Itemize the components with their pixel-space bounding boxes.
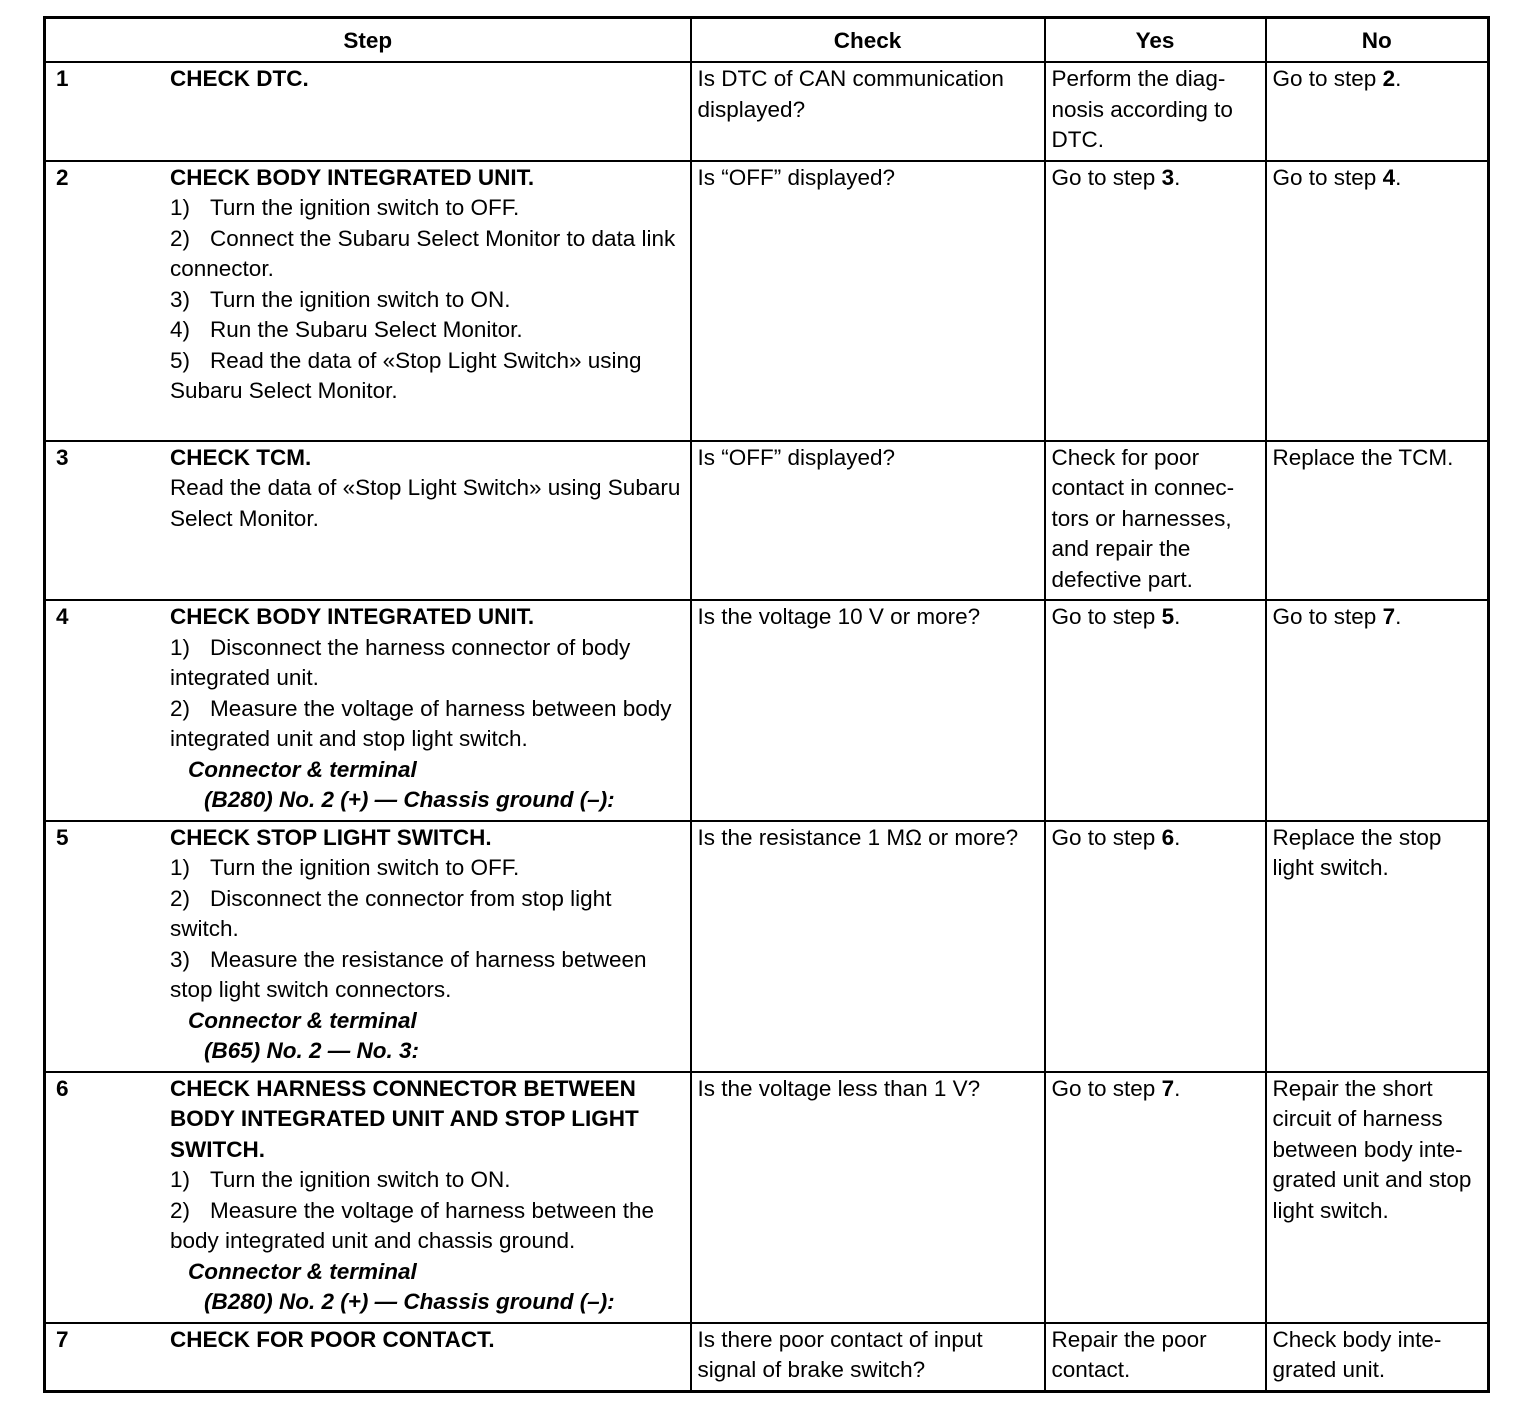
substep-index: 3) bbox=[170, 286, 191, 312]
no-cell-step-ref: 7 bbox=[1382, 604, 1396, 629]
no-cell-text: Replace the TCM. bbox=[1272, 444, 1454, 470]
step-substep bbox=[170, 945, 684, 1006]
yes-cell-punct: . bbox=[1174, 164, 1181, 190]
yes-cell-step-ref: 6 bbox=[1161, 824, 1175, 850]
no-cell-step-ref: 2 bbox=[1382, 66, 1396, 91]
step-body bbox=[170, 64, 684, 95]
no-cell-step-ref: 4 bbox=[1382, 164, 1396, 190]
step-substep bbox=[170, 1165, 684, 1196]
no-cell bbox=[1266, 161, 1489, 441]
substep-index: 4) bbox=[170, 317, 191, 342]
yes-cell-punct: . bbox=[1174, 1075, 1181, 1101]
connector-terminal: (B280) No. 2 (+) — Chassis ground (–): bbox=[204, 1289, 615, 1314]
substep-text: Turn the ignition switch to ON. bbox=[210, 1167, 511, 1192]
table-row bbox=[45, 1072, 1489, 1323]
yes-cell-step-ref: 5 bbox=[1161, 604, 1175, 629]
check-cell: Is DTC of CAN communication displayed? bbox=[691, 62, 1045, 161]
substep-index: 3) bbox=[170, 946, 191, 972]
yes-cell-punct: . bbox=[1174, 604, 1181, 629]
no-cell-punct: . bbox=[1395, 604, 1402, 629]
table-row bbox=[45, 62, 1489, 161]
connector-label: Connector & terminal bbox=[188, 1007, 417, 1033]
step-substep bbox=[170, 285, 684, 316]
step-number: 6 bbox=[56, 1075, 69, 1101]
header-no: No bbox=[1266, 18, 1489, 63]
step-substep bbox=[170, 853, 684, 884]
no-cell bbox=[1266, 1323, 1489, 1392]
step-substep bbox=[170, 193, 684, 224]
substep-text: Turn the ignition switch to ON. bbox=[210, 286, 511, 312]
step-substep bbox=[170, 1196, 684, 1257]
yes-cell-step-ref: 7 bbox=[1161, 1075, 1175, 1101]
yes-cell-text: Go to step bbox=[1051, 604, 1162, 629]
yes-cell-text: Go to step bbox=[1051, 164, 1162, 190]
substep-index: 2) bbox=[170, 885, 191, 911]
step-title: CHECK DTC. bbox=[170, 66, 309, 91]
substep-text: Read the data of «Stop Light Switch» using Subaru Select Monitor. bbox=[170, 347, 642, 403]
yes-cell-text: Repair the poor contact. bbox=[1051, 1326, 1207, 1382]
step-body bbox=[170, 443, 684, 535]
yes-cell bbox=[1045, 62, 1266, 161]
table-row bbox=[45, 1323, 1489, 1392]
header-yes: Yes bbox=[1045, 18, 1266, 63]
yes-cell-step-ref: 3 bbox=[1161, 164, 1175, 190]
yes-cell-text: Check for poor contact in connec-tors or harnesses, and repair the defective part. bbox=[1051, 444, 1235, 592]
substep-index: 1) bbox=[170, 855, 191, 880]
step-title: CHECK BODY INTEGRATED UNIT. bbox=[170, 604, 535, 629]
step-cell bbox=[45, 441, 691, 601]
table-body bbox=[45, 62, 1489, 1391]
step-cell bbox=[45, 62, 691, 161]
step-title: CHECK STOP LIGHT SWITCH. bbox=[170, 824, 492, 850]
check-cell: Is the resistance 1 MΩ or more? bbox=[691, 821, 1045, 1072]
check-cell: Is there poor contact of input signal of brake switch? bbox=[691, 1323, 1045, 1392]
yes-cell bbox=[1045, 1072, 1266, 1323]
yes-cell-punct: . bbox=[1174, 824, 1181, 850]
substep-text: Turn the ignition switch to OFF. bbox=[210, 195, 520, 220]
step-cell bbox=[45, 600, 691, 821]
header-step: Step bbox=[45, 18, 691, 63]
step-title: CHECK BODY INTEGRATED UNIT. bbox=[170, 164, 535, 190]
check-cell: Is the voltage 10 V or more? bbox=[691, 600, 1045, 821]
step-title: CHECK FOR POOR CONTACT. bbox=[170, 1326, 495, 1352]
yes-cell bbox=[1045, 600, 1266, 821]
connector-terminal: (B280) No. 2 (+) — Chassis ground (–): bbox=[204, 787, 615, 812]
substep-index: 1) bbox=[170, 1167, 191, 1192]
step-body bbox=[170, 1325, 684, 1356]
step-substep bbox=[170, 633, 684, 694]
yes-cell-text: Perform the diag-nosis according to DTC. bbox=[1051, 66, 1233, 152]
no-cell bbox=[1266, 441, 1489, 601]
substep-text: Turn the ignition switch to OFF. bbox=[210, 855, 520, 880]
header-row bbox=[45, 18, 1489, 63]
substep-text: Connect the Subaru Select Monitor to data link connector. bbox=[170, 225, 676, 281]
substep-index: 2) bbox=[170, 1197, 191, 1223]
connector-label: Connector & terminal bbox=[188, 756, 417, 782]
no-cell-text: Check body inte-grated unit. bbox=[1272, 1326, 1442, 1382]
yes-cell bbox=[1045, 161, 1266, 441]
no-cell bbox=[1266, 62, 1489, 161]
step-cell bbox=[45, 821, 691, 1072]
step-substep bbox=[170, 224, 684, 285]
step-cell bbox=[45, 1072, 691, 1323]
step-substep bbox=[170, 315, 684, 346]
substep-text: Measure the voltage of harness between the body integrated unit and chassis ground. bbox=[170, 1197, 655, 1253]
yes-cell bbox=[1045, 441, 1266, 601]
yes-cell bbox=[1045, 821, 1266, 1072]
substep-text: Measure the resistance of harness between stop light switch connectors. bbox=[170, 946, 647, 1002]
no-cell-text: Go to step bbox=[1272, 66, 1383, 91]
step-instruction: Read the data of «Stop Light Switch» using Subaru Select Monitor. bbox=[170, 475, 681, 531]
header-check: Check bbox=[691, 18, 1045, 63]
check-cell: Is “OFF” displayed? bbox=[691, 161, 1045, 441]
step-number: 3 bbox=[56, 444, 69, 470]
step-body bbox=[170, 1074, 684, 1318]
check-cell: Is the voltage less than 1 V? bbox=[691, 1072, 1045, 1323]
step-number: 1 bbox=[56, 66, 69, 91]
no-cell-text: Go to step bbox=[1272, 164, 1383, 190]
no-cell-text: Repair the short circuit of harness between body inte-grated unit and stop light switch. bbox=[1272, 1075, 1472, 1223]
no-cell-text: Replace the stop light switch. bbox=[1272, 824, 1442, 880]
substep-index: 2) bbox=[170, 695, 191, 721]
step-substep bbox=[170, 694, 684, 755]
step-cell bbox=[45, 1323, 691, 1392]
step-title: CHECK TCM. bbox=[170, 444, 312, 470]
step-title: CHECK HARNESS CONNECTOR BETWEEN BODY INTEGRATED UNIT AND STOP LIGHT SWITCH. bbox=[170, 1075, 639, 1162]
substep-text: Disconnect the harness connector of body integrated unit. bbox=[170, 634, 631, 690]
step-number: 4 bbox=[56, 604, 69, 629]
table-row bbox=[45, 161, 1489, 441]
yes-cell bbox=[1045, 1323, 1266, 1392]
no-cell-punct: . bbox=[1395, 164, 1402, 190]
substep-text: Disconnect the connector from stop light switch. bbox=[170, 885, 612, 941]
step-number: 7 bbox=[56, 1326, 69, 1352]
diagnostic-table bbox=[43, 16, 1490, 1393]
table-row bbox=[45, 600, 1489, 821]
no-cell bbox=[1266, 600, 1489, 821]
no-cell-punct: . bbox=[1395, 66, 1402, 91]
no-cell bbox=[1266, 821, 1489, 1072]
substep-text: Run the Subaru Select Monitor. bbox=[210, 317, 523, 342]
substep-text: Measure the voltage of harness between body integrated unit and stop light switch. bbox=[170, 695, 672, 751]
substep-index: 5) bbox=[170, 347, 191, 373]
step-body bbox=[170, 163, 684, 407]
connector-terminal: (B65) No. 2 — No. 3: bbox=[204, 1038, 420, 1063]
substep-index: 1) bbox=[170, 634, 191, 660]
no-cell bbox=[1266, 1072, 1489, 1323]
yes-cell-text: Go to step bbox=[1051, 1075, 1162, 1101]
connector-label: Connector & terminal bbox=[188, 1258, 417, 1284]
step-cell bbox=[45, 161, 691, 441]
substep-index: 2) bbox=[170, 225, 191, 251]
step-body bbox=[170, 602, 684, 816]
step-substep bbox=[170, 346, 684, 407]
step-substep bbox=[170, 884, 684, 945]
step-body bbox=[170, 823, 684, 1067]
no-cell-text: Go to step bbox=[1272, 604, 1383, 629]
table-row bbox=[45, 441, 1489, 601]
table-row bbox=[45, 821, 1489, 1072]
step-number: 5 bbox=[56, 824, 69, 850]
yes-cell-text: Go to step bbox=[1051, 824, 1162, 850]
substep-index: 1) bbox=[170, 195, 191, 220]
check-cell: Is “OFF” displayed? bbox=[691, 441, 1045, 601]
step-number: 2 bbox=[56, 164, 69, 190]
